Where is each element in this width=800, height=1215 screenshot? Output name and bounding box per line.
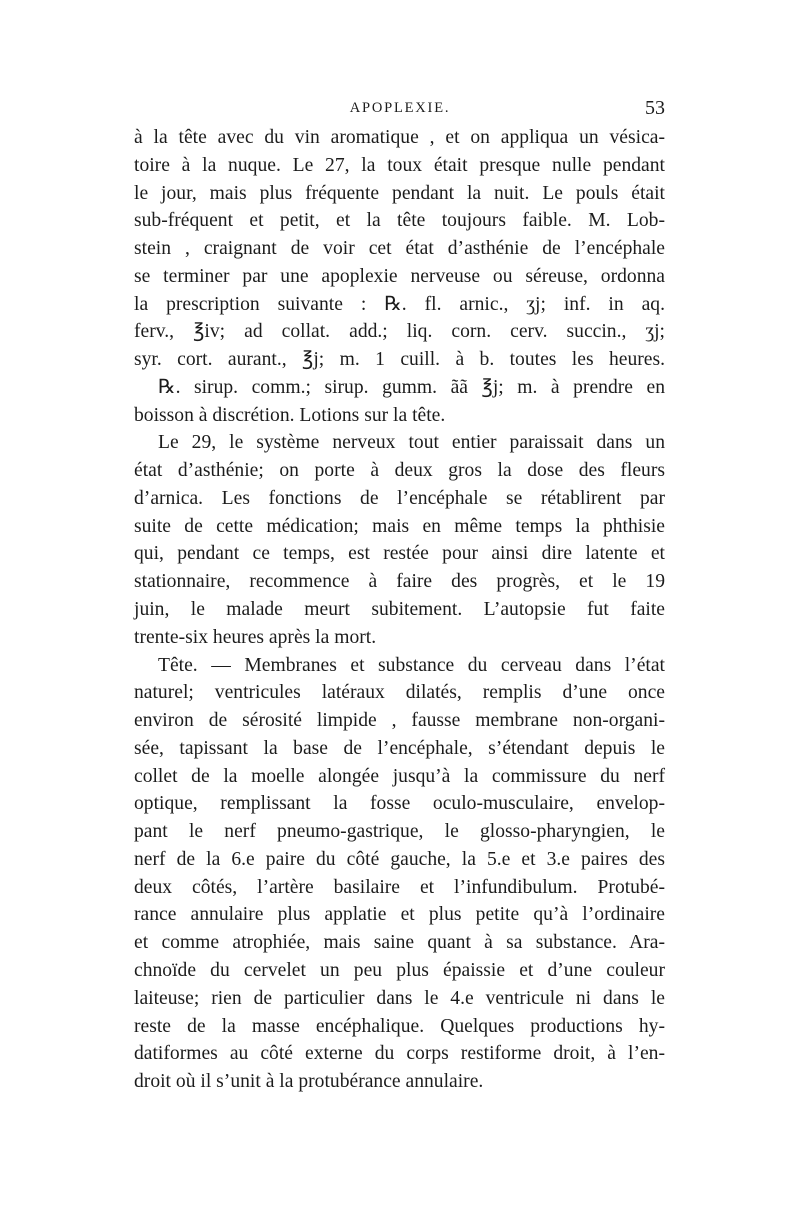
text-line: pant le nerf pneumo-gastrique, le glosso-pharyngien, le	[134, 821, 665, 843]
text-line: droit où il s’unit à la protubérance annulaire.	[134, 1071, 484, 1093]
text-line: à la tête avec du vin aromatique , et on appliqua un vésica-	[134, 127, 665, 148]
text-line: stein , craignant de voir cet état d’asthénie de l’encéphale	[134, 238, 665, 260]
text-line: optique, remplissant la fosse oculo-musculaire, envelop-	[134, 793, 665, 815]
page-number: 53	[645, 97, 665, 119]
running-head	[0, 97, 800, 124]
text-line: toire à la nuque. Le 27, la toux était presque nulle pendant	[134, 154, 665, 176]
text-line: suite de cette médication; mais en même temps la phthisie	[134, 515, 665, 537]
text-line: la prescription suivante : ℞. fl. arnic., ʒj; inf. in aq.	[134, 293, 665, 315]
text-line: et comme atrophiée, mais saine quant à sa substance. Ara-	[134, 932, 665, 954]
text-line: état d’asthénie; on porte à deux gros la dose des fleurs	[134, 460, 665, 482]
text-line: reste de la masse encéphalique. Quelques productions hy-	[134, 1015, 665, 1037]
text-line: Le 29, le système nerveux tout entier paraissait dans un	[158, 432, 665, 454]
text-line: trente-six heures après la mort.	[134, 626, 377, 648]
text-line: sée, tapissant la base de l’encéphale, s’étendant depuis le	[134, 737, 665, 759]
text-line: deux côtés, l’artère basilaire et l’infundibulum. Protubé-	[134, 876, 665, 898]
body-text	[134, 124, 665, 1096]
text-line: nerf de la 6.e paire du côté gauche, la 5.e et 3.e paires des	[134, 848, 665, 870]
text-line: syr. cort. aurant., ℥j; m. 1 cuill. à b. toutes les heures.	[134, 349, 665, 371]
text-line: rance annulaire plus applatie et plus petite qu’à l’ordinaire	[134, 904, 665, 926]
text-line: environ de sérosité limpide , fausse membrane non-organi-	[134, 710, 665, 732]
text-line: d’arnica. Les fonctions de l’encéphale se rétablirent par	[134, 487, 665, 509]
text-line: juin, le malade meurt subitement. L’autopsie fut faite	[134, 599, 665, 621]
text-line: boisson à discrétion. Lotions sur la tête.	[134, 404, 446, 426]
text-line: stationnaire, recommence à faire des progrès, et le 19	[134, 571, 665, 593]
text-line: le jour, mais plus fréquente pendant la nuit. Le pouls était	[134, 182, 665, 204]
text-line: chnoïde du cervelet un peu plus épaissie et d’une couleur	[134, 959, 665, 981]
text-line: collet de la moelle alongée jusqu’à la commissure du nerf	[134, 765, 665, 787]
text-line: datiformes au côté externe du corps restiforme droit, à l’en-	[134, 1043, 665, 1065]
running-title: APOPLEXIE.	[349, 100, 451, 116]
text-line: ℞. sirup. comm.; sirup. gumm. ãã ℥j; m. à prendre en	[158, 376, 665, 398]
text-line: sub-fréquent et petit, et la tête toujours faible. M. Lob-	[134, 210, 665, 232]
text-line: ferv., ℥iv; ad collat. add.; liq. corn. cerv. succin., ʒj;	[134, 321, 665, 343]
text-line: qui, pendant ce temps, est restée pour ainsi dire latente et	[134, 543, 665, 565]
text-line: laiteuse; rien de particulier dans le 4.e ventricule ni dans le	[134, 987, 665, 1009]
text-line: naturel; ventricules latéraux dilatés, remplis d’une once	[134, 682, 665, 704]
text-line: Tête. — Membranes et substance du cerveau dans l’état	[158, 654, 665, 676]
text-line: se terminer par une apoplexie nerveuse ou séreuse, ordonna	[134, 265, 665, 287]
